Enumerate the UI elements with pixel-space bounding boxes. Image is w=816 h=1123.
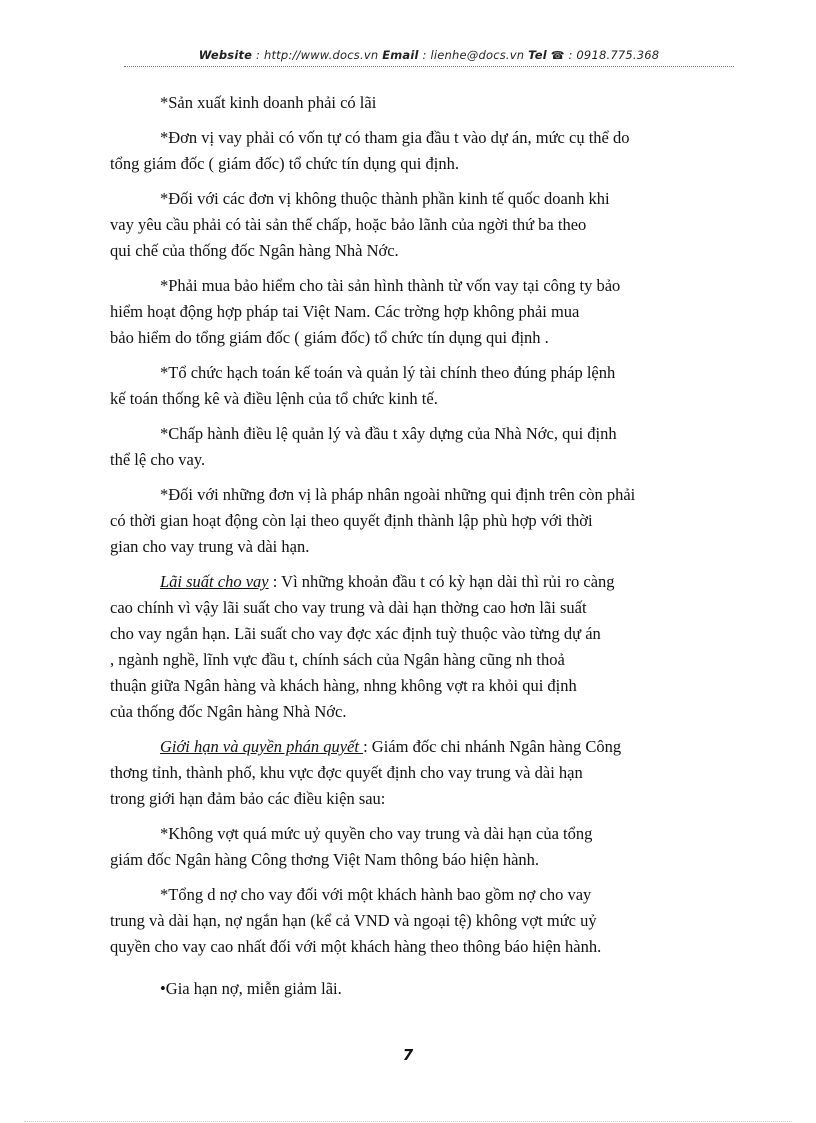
line: hiểm hoạt động hợp pháp tai Việt Nam. Các trờng hợp không phải mua (110, 302, 580, 321)
bullet-text: Gia hạn nợ, miễn giảm lãi. (165, 979, 342, 998)
paragraph (110, 360, 732, 412)
bullet-icon: • (160, 979, 166, 998)
line: kế toán thống kê và điều lệnh của tổ chức kinh tế. (110, 389, 438, 408)
line: thuận giữa Ngân hàng và khách hàng, nhng không vợt ra khỏi qui định (110, 676, 577, 695)
line: *Tổng d nợ cho vay đối với một khách hành bao gồm nợ cho vay (160, 885, 592, 904)
website-url[interactable]: : http://www.docs.vn (256, 48, 379, 62)
line: : Giám đốc chi nhánh Ngân hàng Công (363, 737, 622, 756)
paragraph (110, 821, 732, 873)
page-header (124, 48, 734, 62)
paragraph (110, 186, 732, 264)
tel-label: Tel (528, 48, 547, 62)
line: giám đốc Ngân hàng Công thơng Việt Nam thông báo hiện hành. (110, 850, 540, 869)
paragraph (110, 882, 732, 960)
line: thơng tỉnh, thành phố, khu vực đợc quyết định cho vay trung và dài hạn (110, 763, 583, 782)
email-label: Email (382, 48, 419, 62)
paragraph (110, 273, 732, 351)
line: *Đối với những đơn vị là pháp nhân ngoài những qui định trên còn phải (160, 485, 636, 504)
line: qui chế của thống đốc Ngân hàng Nhà Nớc. (110, 241, 399, 260)
line: *Sản xuất kinh doanh phải có lãi (160, 93, 377, 112)
line: thể lệ cho vay. (110, 450, 206, 469)
interest-rate-term: Lãi suất cho vay (160, 572, 269, 591)
line: bảo hiểm do tổng giám đốc ( giám đốc) tổ chức tín dụng qui định . (110, 328, 549, 347)
limit-paragraph (110, 734, 732, 812)
line: tổng giám đốc ( giám đốc) tổ chức tín dụng qui định. (110, 154, 459, 173)
paragraph (160, 90, 732, 116)
line: *Tổ chức hạch toán kế toán và quản lý tài chính theo đúng pháp lệnh (160, 363, 616, 382)
line: cao chính vì vậy lãi suất cho vay trung và dài hạn thờng cao hơn lãi suất (110, 598, 587, 617)
line: quyền cho vay cao nhất đối với một khách hàng theo thông báo hiện hành. (110, 937, 602, 956)
tel-number: : 0918.775.368 (568, 48, 660, 62)
line: trong giới hạn đảm bảo các điều kiện sau: (110, 789, 386, 808)
line: có thời gian hoạt động còn lại theo quyết định thành lập phù hợp với thời (110, 511, 593, 530)
line: *Đơn vị vay phải có vốn tự có tham gia đầu t vào dự án, mức cụ thể do (160, 128, 630, 147)
line: *Phải mua bảo hiểm cho tài sản hình thành từ vốn vay tại công ty bảo (160, 276, 621, 295)
line: *Chấp hành điều lệ quản lý và đầu t xây dựng của Nhà Nớc, qui định (160, 424, 617, 443)
paragraph (110, 421, 732, 473)
line: *Đối với các đơn vị không thuộc thành phần kinh tế quốc doanh khi (160, 189, 610, 208)
paragraph (110, 482, 732, 560)
line: gian cho vay trung và dài hạn. (110, 537, 310, 556)
page-number: 7 (402, 1046, 414, 1064)
line: trung và dài hạn, nợ ngắn hạn (kể cả VND và ngoại tệ) không vợt mức uỷ (110, 911, 597, 930)
website-label: Website (198, 48, 253, 62)
email-address[interactable]: : lienhe@docs.vn (422, 48, 525, 62)
interest-rate-paragraph (110, 569, 732, 725)
line: : Vì những khoản đầu t có kỳ hạn dài thì rủi ro càng (268, 572, 615, 591)
header-divider (124, 66, 734, 67)
limit-term: Giới hạn và quyền phán quyết (160, 737, 364, 756)
line: cho vay ngắn hạn. Lãi suất cho vay đợc xác định tuỳ thuộc vào từng dự án (110, 624, 601, 643)
line: vay yêu cầu phải có tài sản thế chấp, hoặc bảo lãnh của ngời thứ ba theo (110, 215, 587, 234)
phone-icon: ☎ (550, 49, 565, 62)
line: , ngành nghề, lĩnh vực đầu t, chính sách của Ngân hàng cũng nh thoả (110, 650, 565, 669)
document-body (110, 90, 732, 1011)
paragraph (110, 125, 732, 177)
footer-divider (24, 1121, 792, 1122)
bullet-item (160, 976, 732, 1002)
line: của thống đốc Ngân hàng Nhà Nớc. (110, 702, 347, 721)
line: *Không vợt quá mức uỷ quyền cho vay trung và dài hạn của tổng (160, 824, 593, 843)
